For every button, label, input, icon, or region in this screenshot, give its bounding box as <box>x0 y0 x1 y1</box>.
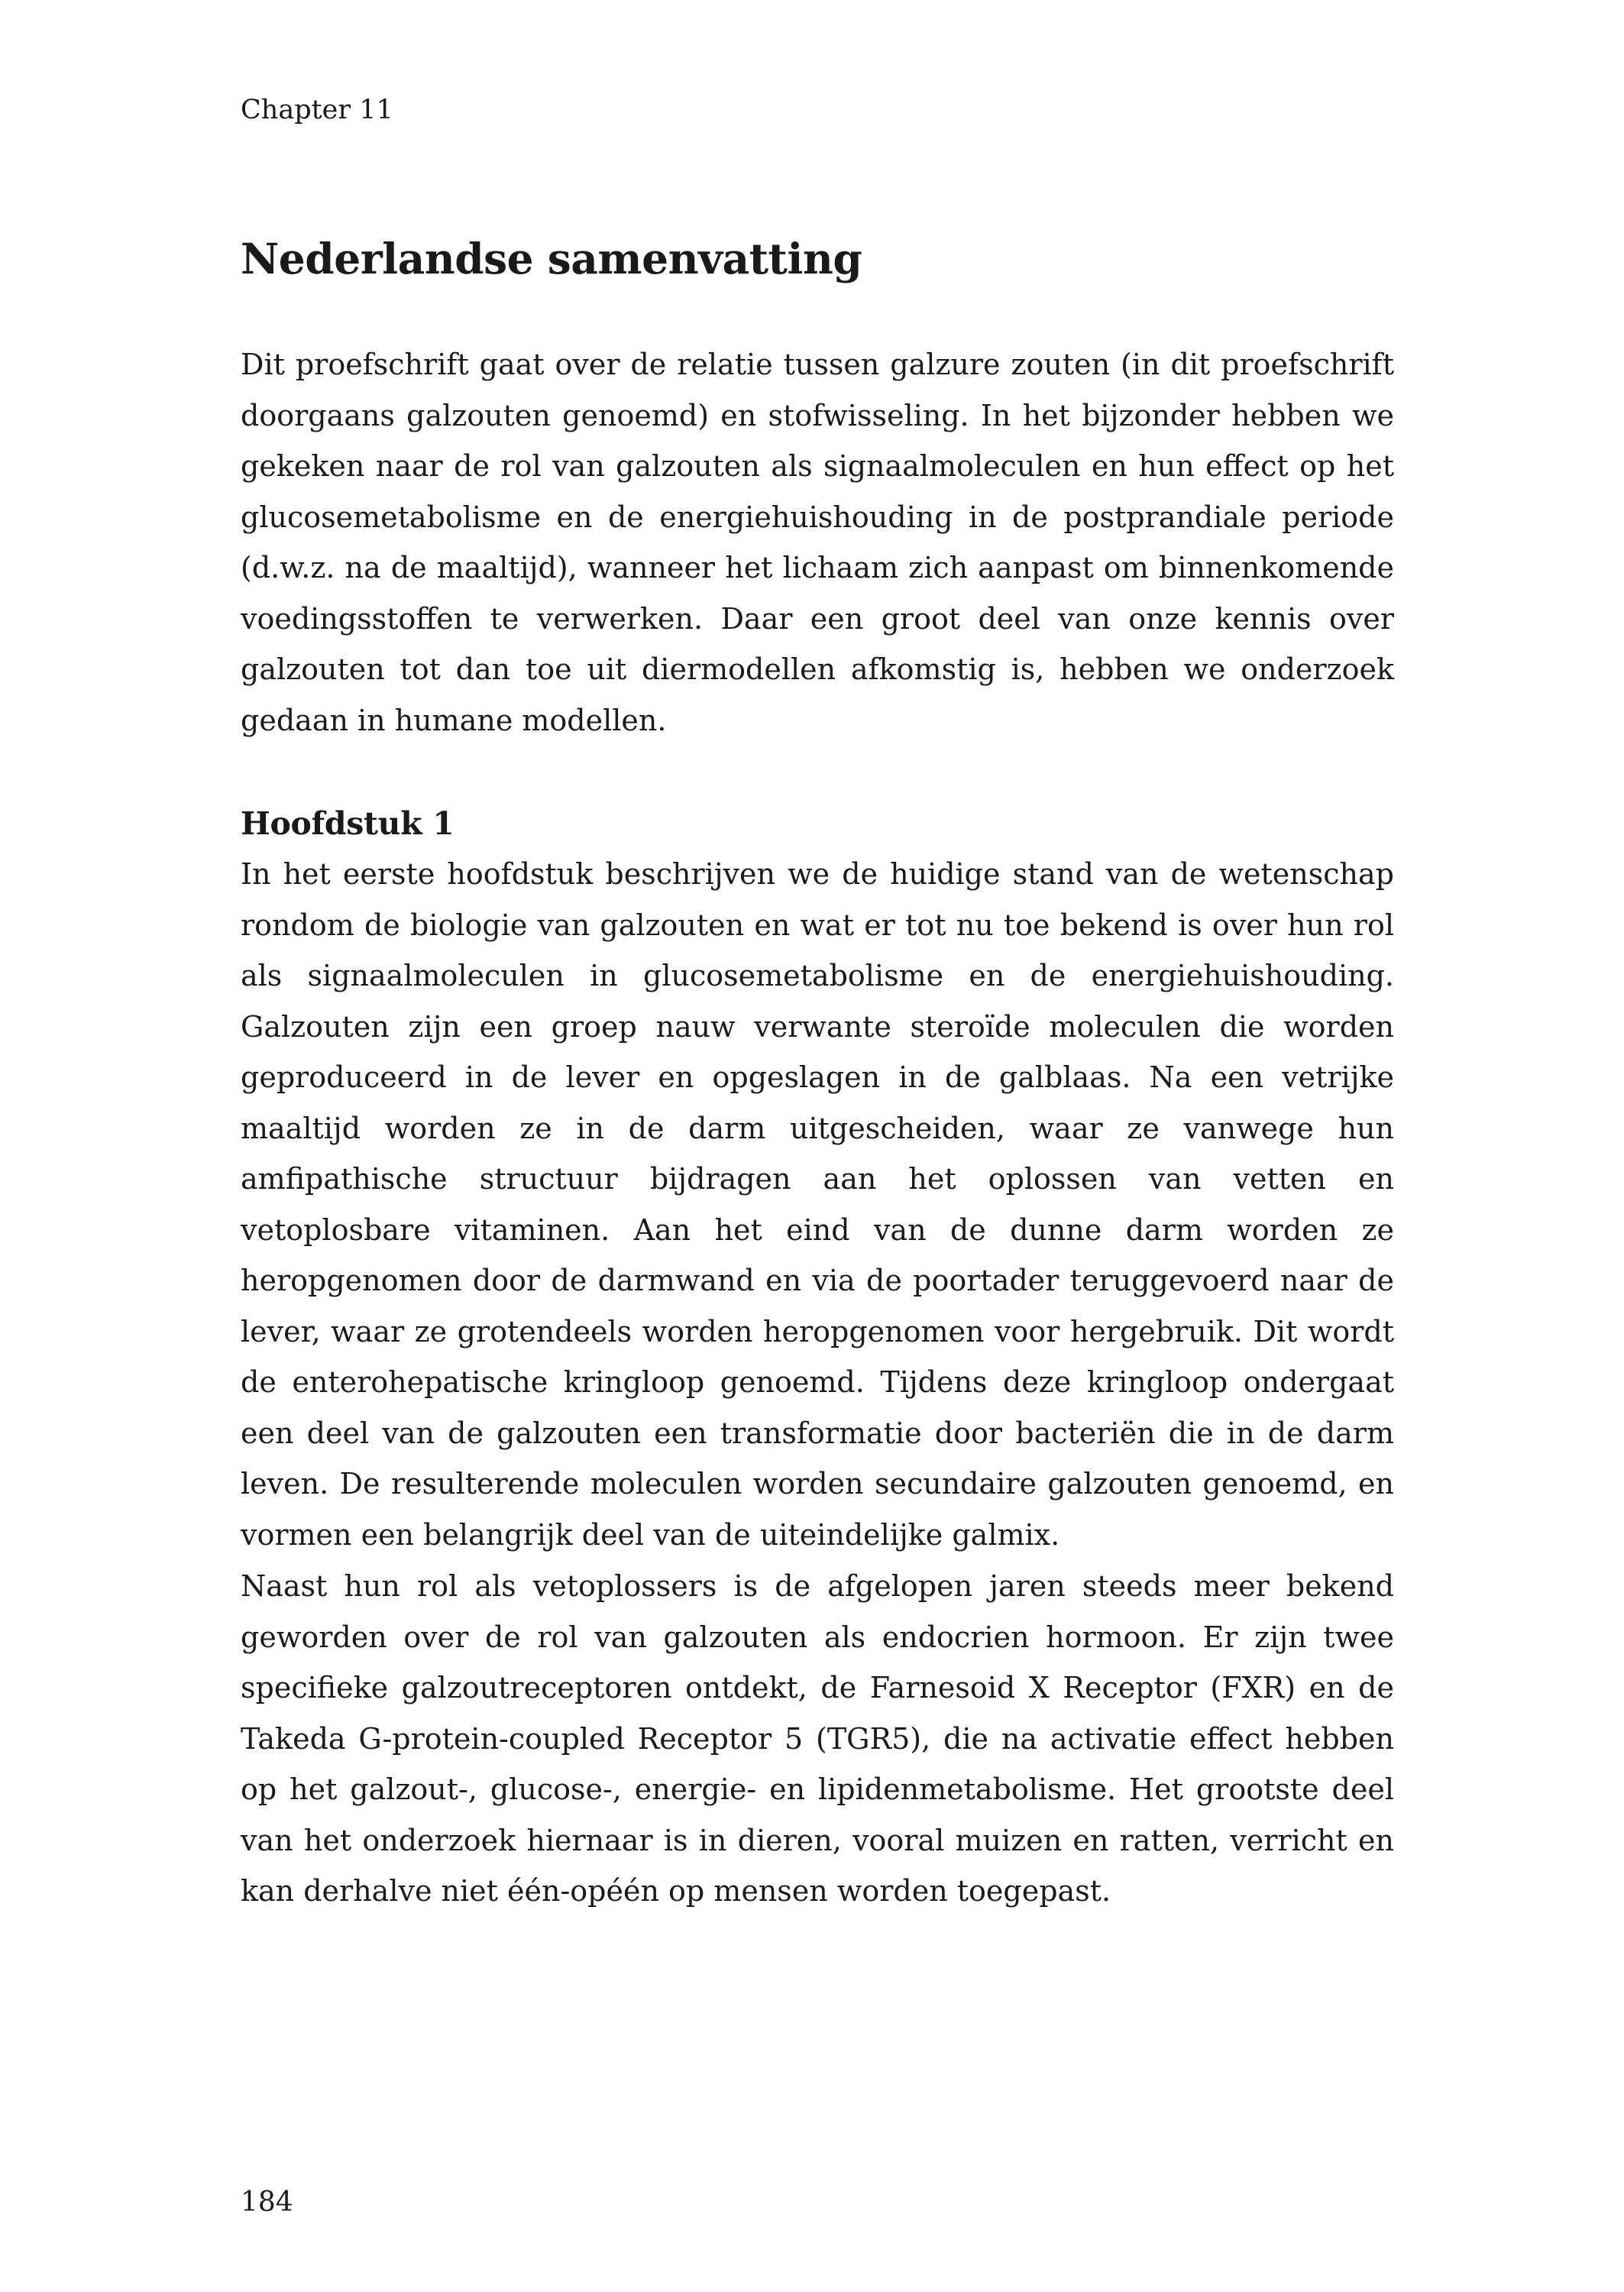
section-heading-hoofdstuk-1: Hoofdstuk 1 <box>241 805 455 842</box>
intro-section <box>241 339 1394 746</box>
section-1-body-continued <box>241 1561 1394 1917</box>
running-header: Chapter 11 <box>241 95 393 125</box>
section-1-paragraph-2: Naast hun rol als vetoplossers is de afgelopen jaren steeds meer bekend geworden over de rol van galzouten als endocrien hormoon. Er zijn twee specifieke galzoutreceptoren ontdekt, de Farnesoid X Receptor (FXR) en de Takeda G-protein-coupled Receptor 5 (TGR5), die na activatie effect hebben op het galzout-, glucose-, energie- en lipidenmetabolisme. Het grootste deel van het onderzoek hiernaar is in dieren, vooral muizen en ratten, verricht en kan derhalve niet één-opéén op mensen worden toegepast. <box>241 1569 1394 1908</box>
chapter-title: Nederlandse samenvatting <box>241 234 862 283</box>
section-1-body <box>241 849 1394 1560</box>
intro-paragraph: Dit proefschrift gaat over de relatie tussen galzure zouten (in dit proefschrift doorgaans galzouten genoemd) en stofwisseling. In het bijzonder hebben we gekeken naar de rol van galzouten als signaalmoleculen en hun effect op het glucosemetabolisme en de energiehuishouding in de postprandiale periode (d.w.z. na de maaltijd), wanneer het lichaam zich aanpast om binnenkomende voedingsstoffen te verwerken. Daar een groot deel van onze kennis over galzouten tot dan toe uit diermodellen afkomstig is, hebben we onderzoek gedaan in humane modellen. <box>241 348 1394 737</box>
page-number: 184 <box>241 2187 293 2218</box>
section-1-paragraph-1: In het eerste hoofdstuk beschrijven we de huidige stand van de wetenschap rondom de biologie van galzouten en wat er tot nu toe bekend is over hun rol als signaalmoleculen in glucosemetabolisme en de energiehuishouding. Galzouten zijn een groep nauw verwante steroïde moleculen die worden geproduceerd in de lever en opgeslagen in de galblaas. Na een vetrijke maaltijd worden ze in de darm uitgescheiden, waar ze vanwege hun amfipathische structuur bijdragen aan het oplossen van vetten en vetoplosbare vitaminen. Aan het eind van de dunne darm worden ze heropgenomen door de darmwand en via de poortader teruggevoerd naar de lever, waar ze grotendeels worden heropgenomen voor hergebruik. Dit wordt de enterohepatische kringloop genoemd. Tijdens deze kringloop ondergaat een deel van de galzouten een transformatie door bacteriën die in de darm leven. De resulterende moleculen worden secundaire galzouten genoemd, en vormen een belangrijk deel van de uiteindelijke galmix. <box>241 857 1394 1552</box>
